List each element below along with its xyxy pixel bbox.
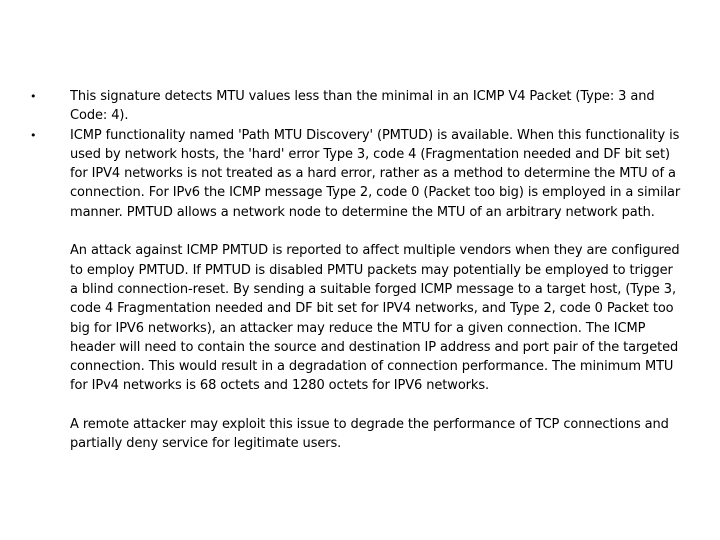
spacer [30,396,690,415]
body-paragraph: An attack against ICMP PMTUD is reported to affect multiple vendors when they are configured to employ PMTUD. If PMTUD is disabled PMTU packets may potentially be employed to trigger a blind connection-reset. By sending a suitable forged ICMP message to a target host, (Type 3, code 4 Fragmentation needed and DF bit set for IPV4 networks, and Type 2, code 0 Packet too big for IPV6 networks), an attacker may reduce the MTU for a given connection. The ICMP header will need to contain the source and destination IP address and port pair of the targeted connection. This would result in a degradation of connection performance. The minimum MTU for IPv4 networks is 68 octets and 1280 octets for IPV6 networks. [70,243,680,394]
bullet-marker: • [30,90,37,103]
body-paragraph: A remote attacker may exploit this issue to degrade the performance of TCP connections and partially deny service for legitimate users. [70,417,669,452]
slide-body [30,87,690,454]
spacer [30,222,690,241]
bullet-text: ICMP functionality named 'Path MTU Discovery' (PMTUD) is available. When this functionality is used by network hosts, the 'hard' error Type 3, code 4 (Fragmentation needed and DF bit set) for IPV4 networks is not treated as a hard error, rather as a method to determine the MTU of a connection. For IPv6 the ICMP message Type 2, code 0 (Packet too big) is employed in a similar manner. PMTUD allows a network node to determine the MTU of an arbitrary network path. [70,127,681,220]
bullet-item [30,87,690,126]
bullet-text: This signature detects MTU values less than the minimal in an ICMP V4 Packet (Type: 3 and Code: 4). [70,89,655,124]
bullet-item [30,126,690,222]
bullet-marker: • [30,128,37,142]
